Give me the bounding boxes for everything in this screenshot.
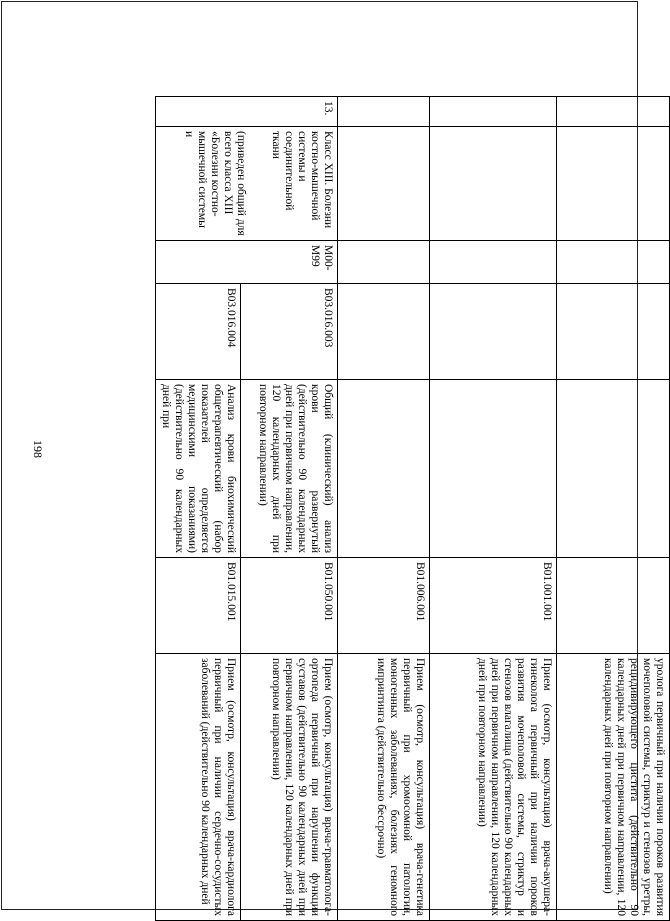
table-row	[241, 97, 338, 921]
cell-num	[338, 97, 430, 127]
cell-class	[557, 127, 670, 241]
cell-consult-text: Прием (осмотр, консультация) врача-генетика первичный при хромосомной патологии, моногенных заболеваниях, болезнях геномного импринтинга (действительно бессрочно)	[338, 654, 430, 921]
table-row	[338, 97, 430, 921]
medical-services-table	[155, 96, 670, 921]
cell-class	[430, 127, 557, 241]
rotated-table-wrapper	[160, 96, 670, 920]
cell-consult-code: В01.006.001	[338, 558, 430, 654]
cell-icd	[430, 241, 557, 284]
cell-lab-text: Анализ крови биохимический общетерапевтический (набор показателей определяется медицинскими показаниями) (действительно 90 календарных дней при	[156, 380, 241, 558]
cell-consult-code: В01.001.001	[430, 558, 557, 654]
cell-consult-code	[557, 558, 670, 654]
cell-class	[156, 127, 338, 241]
class-name: Класс XIII. Болезни костно-мышечной системы и соединительной ткани	[270, 131, 334, 229]
cell-lab-text	[430, 380, 557, 558]
cell-lab-code: В03.016.004	[156, 284, 241, 380]
cell-icd	[557, 241, 670, 284]
cell-consult-code: В01.050.001	[241, 558, 338, 654]
cell-lab-code	[557, 284, 670, 380]
cell-icd: M00-M99	[156, 241, 338, 284]
cell-consult-text: Прием (осмотр, консультация) врача-кардиолога первичный при наличии сердечно-сосудистых заболеваний (действительно 90 календарных дней	[156, 654, 241, 921]
cell-icd	[338, 241, 430, 284]
cell-class	[338, 127, 430, 241]
cell-lab-text	[338, 380, 430, 558]
cell-consult-code: В01.015.001	[156, 558, 241, 654]
cell-lab-code	[430, 284, 557, 380]
cell-num: 13.	[156, 97, 338, 127]
class-note: (приведен общий для всего класса XIII «Болезни костно-мышечной системы и	[183, 131, 247, 236]
cell-lab-code: В03.016.003	[241, 284, 338, 380]
cell-lab-text: Общий (клинический) анализ крови развернутый (действительно 90 календарных дней при первичном направлении, 120 календарных дней при повторном направлении)	[241, 380, 338, 558]
cell-lab-code	[338, 284, 430, 380]
cell-lab-text	[557, 380, 670, 558]
cell-consult-text: Прием (осмотр, консультация) врача-акушера-гинеколога первичный при наличии пороков развития мочеполовой системы, стриктур и стенозов влагалища (действительно 90 календарных дней при первичном направлении, 120 календарных дней при повторном направлении)	[430, 654, 557, 921]
page-number: 198	[31, 440, 45, 458]
cell-num	[557, 97, 670, 127]
table-row	[430, 97, 557, 921]
cell-consult-text: уролога первичный при наличии пороков развития мочеполовой системы, стриктур и стенозов уретры, рецидивирующего цистита (действительно 90 календарных дней при первичном направлении, 120 календарных дней при повторном направлении)	[557, 654, 670, 921]
table-row	[557, 97, 670, 921]
cell-consult-text: Прием (осмотр, консультация) врача-травматолога-ортопеда первичный при нарушении функции суставов (действительно 90 календарных дней при первичном направлении, 120 календарных дней при повторном направлении)	[241, 654, 338, 921]
cell-num	[430, 97, 557, 127]
